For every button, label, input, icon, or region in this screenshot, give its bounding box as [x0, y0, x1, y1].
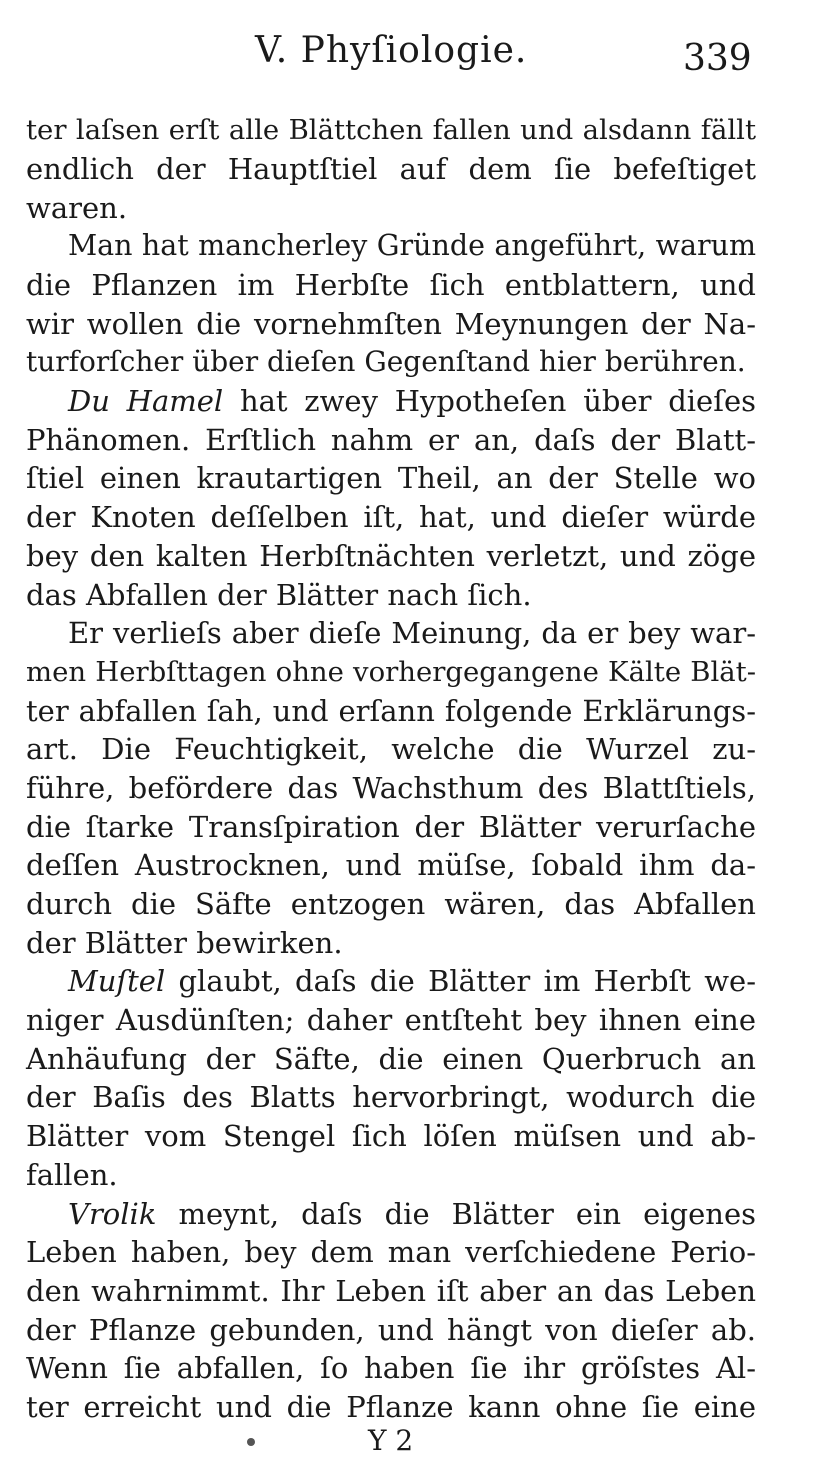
text-line: ſtiel einen krautartigen Theil, an der Stelle wo — [26, 461, 756, 495]
text-line: ter erreicht und die Pflanze kann ohne ſie eine — [26, 1390, 756, 1424]
signature-mark: Y 2 — [368, 1424, 414, 1457]
text-line: durch die Säfte entzogen wären, das Abfallen — [26, 887, 756, 921]
text-line: deſſen Austrocknen, und müſse, ſobald ihm da- — [26, 848, 756, 882]
text-line: Anhäufung der Säfte, die einen Querbruch an — [26, 1042, 756, 1076]
text-line: Muſtel glaubt, daſs die Blätter im Herbſt we- — [68, 964, 756, 998]
text-line: der Baſis des Blatts hervorbringt, wodurch die — [26, 1080, 756, 1114]
text-line: Wenn ſie abfallen, ſo haben ſie ihr gröſstes Al- — [26, 1351, 756, 1385]
text-line: Er verlieſs aber dieſe Meinung, da er bey war- — [68, 616, 756, 650]
text-line: endlich der Hauptſtiel auf dem ſie befeſtiget — [26, 152, 756, 186]
page-footer — [0, 1420, 830, 1470]
text-line: waren. — [26, 191, 128, 225]
text-line: das Abfallen der Blätter nach ſich. — [26, 578, 532, 612]
page-number: 339 — [683, 38, 752, 79]
text-line: ter abfallen ſah, und erſann folgende Erklärungs- — [26, 694, 756, 728]
text-line: führe, befördere das Wachsthum des Blattſtiels, — [26, 771, 756, 805]
author-name: Muſtel — [68, 964, 166, 998]
text-line: die ſtarke Transſpiration der Blätter verurſache — [26, 810, 756, 844]
author-name: Vrolik — [68, 1197, 157, 1231]
running-head — [0, 30, 830, 90]
text-line: der Blätter bewirken. — [26, 926, 343, 960]
text-line: turforſcher über dieſen Gegenſtand hier berühren. — [26, 345, 746, 378]
text-line: Vrolik meynt, daſs die Blätter ein eigenes — [68, 1197, 756, 1231]
text-line: der Pflanze gebunden, und hängt von dieſer ab. — [26, 1313, 756, 1347]
text-line: niger Ausdünſten; daher entſteht bey ihnen eine — [26, 1003, 756, 1037]
author-name: Du Hamel — [68, 384, 224, 418]
text-line: wir wollen die vornehmſten Meynungen der Na- — [26, 307, 756, 341]
text-line: den wahrnimmt. Ihr Leben iſt aber an das Leben — [26, 1274, 756, 1308]
text-line: fallen. — [26, 1158, 118, 1192]
text-line: art. Die Feuchtigkeit, welche die Wurzel zu- — [26, 732, 756, 766]
text-line: Leben haben, bey dem man verſchiedene Perio- — [26, 1235, 756, 1269]
ink-speck — [247, 1438, 255, 1446]
text-line: bey den kalten Herbſtnächten verletzt, und zöge — [26, 539, 756, 573]
text-line: Blätter vom Stengel ſich löſen müſsen und ab- — [26, 1119, 756, 1153]
text-line: Du Hamel hat zwey Hypotheſen über dieſes — [68, 384, 756, 418]
text-line: men Herbſttagen ohne vorhergegangene Kälte Blät- — [26, 656, 756, 688]
text-line: die Pflanzen im Herbſte ſich entblattern, und — [26, 268, 756, 302]
text-line: Man hat mancherley Gründe angeführt, warum — [68, 229, 756, 262]
text-line: der Knoten deſſelben iſt, hat, und dieſer würde — [26, 500, 756, 534]
running-head-title: V. Phyſiologie. — [255, 30, 528, 71]
text-line: Phänomen. Erſtlich nahm er an, daſs der Blatt- — [26, 423, 756, 457]
text-line: ter laſsen erſt alle Blättchen fallen und alsdann fällt — [26, 114, 756, 146]
